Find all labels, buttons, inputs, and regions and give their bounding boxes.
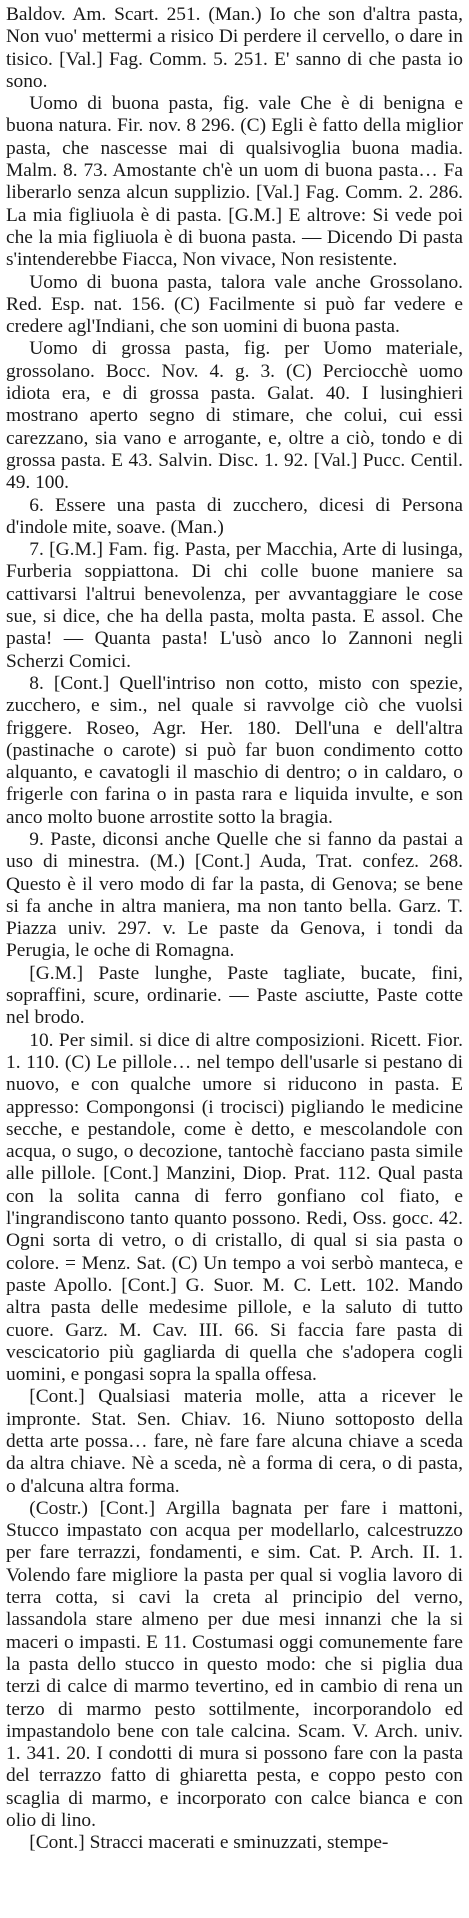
entry-9-paste-minestra: 9. Paste, diconsi anche Quelle che si fanno da pastai a uso di minestra. (M.) [Cont.] Auda, Trat. confez. 268. Questo è il vero modo di far la pasta, di Genova; se bene si fa anche in altra maniera, ma non tanto bella. Garz. T. Piazza univ. 297. v. Le paste da Genova, i tondi da Perugia, le oche di Romagna. — [6, 828, 463, 962]
entry-baldovini-quote: Baldov. Am. Scart. 251. (Man.) Io che son d'altra pasta, Non vuo' mettermi a risico Di perdere il cervello, o dare in tisico. [Val.] Fag. Comm. 5. 251. E' sanno di che pasta io sono. — [6, 4, 463, 92]
entry-argilla-bagnata: (Costr.) [Cont.] Argilla bagnata per fare i mattoni, Stucco impastato con acqua per modellarlo, calcestruzzo per fare terrazzi, fondamenti, e sim. Cat. P. Arch. II. 1. Volendo fare migliore la pasta per qual si voglia lavoro di terra cotta, si cavi la creta al principio del verno, lassandola stare almeno per due mesi innanzi che la si maceri o impasti. E 11. Costumasi oggi comunemente fare la pasta dello stucco in questo modo: che si piglia dua terzi di calce di marmo tevertino, ed in cambio di rena un terzo di marmo pesto sottilmente, incorporandolo ed impastandolo bene con tale calcina. Scam. V. Arch. univ. 1. 341. 20. I condotti di mura si possono fare con la pasta del terrazzo fatto di ghiaretta pesta, e coppo pesto con scaglia di marmo, e incorporato con calce bianca e con olio di lino. — [6, 1497, 463, 1832]
entry-uomo-di-buona-pasta-grossolano: Uomo di buona pasta, talora vale anche Grossolano. Red. Esp. nat. 156. (C) Facilmente si può far vedere e credere agl'Indiani, che son uomini di buona pasta. — [6, 271, 463, 338]
entry-uomo-di-buona-pasta: Uomo di buona pasta, fig. vale Che è di benigna e buona natura. Fir. nov. 8 296. (C) Egli è fatto della miglior pasta, che nascesse mai di qualsivoglia buona madia. Malm. 8. 73. Amostante ch'è un uom di buona pasta… Fa liberarlo senza alcun supplizio. [Val.] Fag. Comm. 2. 286. La mia figliuola è di pasta. [G.M.] E altrove: Si vede poi che la mia figliuola è di buona pasta. — Dicendo Di pasta s'intenderebbe Fiacca, Non vivace, Non resistente. — [6, 93, 463, 271]
entry-9-paste-lunghe: [G.M.] Paste lunghe, Paste tagliate, bucate, fini, sopraffini, scure, ordinarie. — Paste asciutte, Paste cotte nel brodo. — [6, 962, 463, 1029]
entry-6-pasta-di-zucchero: 6. Essere una pasta di zucchero, dicesi di Persona d'indole mite, soave. (Man.) — [6, 494, 463, 538]
entry-uomo-di-grossa-pasta: Uomo di grossa pasta, fig. per Uomo materiale, grossolano. Bocc. Nov. 4. g. 3. (C) Perciocchè uomo idiota era, e di grossa pasta. Galat. 40. I lusinghieri mostrano aperto segno di stimare, che colui, cui essi carezzano, sia vano e arrogante, e, oltre a ciò, tondo e di grossa pasta. E 43. Salvin. Disc. 1. 92. [Val.] Pucc. Centil. 49. 100. — [6, 338, 463, 494]
entry-stracci-macerati: [Cont.] Stracci macerati e sminuzzati, stempe- — [29, 1832, 389, 1854]
entry-8-intriso-non-cotto: 8. [Cont.] Quell'intriso non cotto, misto con spezie, zucchero, e sim., nel quale si ravvolge ciò che vuolsi friggere. Roseo, Agr. Her. 180. Dell'una e dell'altra (pastinache o carote) si può far buon condimento cotto alquanto, e cavatogli il maschio di dentro; o in caldaro, o frigerle con farina o in pasta rara e liquida invulte, e son anco molto buone arrostite sotto la bragia. — [6, 672, 463, 828]
entry-materia-molle: [Cont.] Qualsiasi materia molle, atta a ricever le impronte. Stat. Sen. Chiav. 16. Niuno sottoposto della detta arte possa… fare, nè fare fare alcuna chiave a sceda da altra chiave. Nè a sceda, nè a forma di cera, o di pasta, o d'alcuna altra forma. — [6, 1386, 463, 1497]
entry-10-altre-composizioni: 10. Per simil. si dice di altre composizioni. Ricett. Fior. 1. 110. (C) Le pillole… nel tempo dell'usarle si pestano di nuovo, e con qualche umore si riducono in pasta. E appresso: Compongonsi (i trocisci) pigliando le medicine secche, e pestandole, come è detto, e mescolandole con acqua, o sugo, o decozione, tantochè facciano pasta simile alle pillole. [Cont.] Manzini, Diop. Prat. 112. Qual pasta con la solita canna di ferro gonfiano col fiato, e l'ingrandiscono tanto quanto possono. Redi, Oss. gocc. 42. Ogni sorta di vetro, o di cristallo, di qual si sia pasta o colore. = Menz. Sat. (C) Un tempo a voi serbò manteca, e paste Apollo. [Cont.] G. Suor. M. C. Lett. 102. Mando altra pasta delle medesime pillole, e la saluto di tutto cuore. Garz. M. Cav. III. 66. Si faccia fare pasta di vescicatorio più gagliarda di quella che s'adopera cogli uomini, e pongasi sopra la spalla offesa. — [6, 1029, 463, 1386]
entry-7-pasta-furberia: 7. [G.M.] Fam. fig. Pasta, per Macchia, Arte di lusinga, Furberia soppiattona. Di chi colle buone maniere sa cattivarsi l'altrui benevolenza, per avvantaggiare le cose sue, si dice, che ha della pasta, molta pasta. E assol. Che pasta! — Quanta pasta! L'usò anco lo Zannoni negli Scherzi Comici. — [6, 539, 463, 672]
